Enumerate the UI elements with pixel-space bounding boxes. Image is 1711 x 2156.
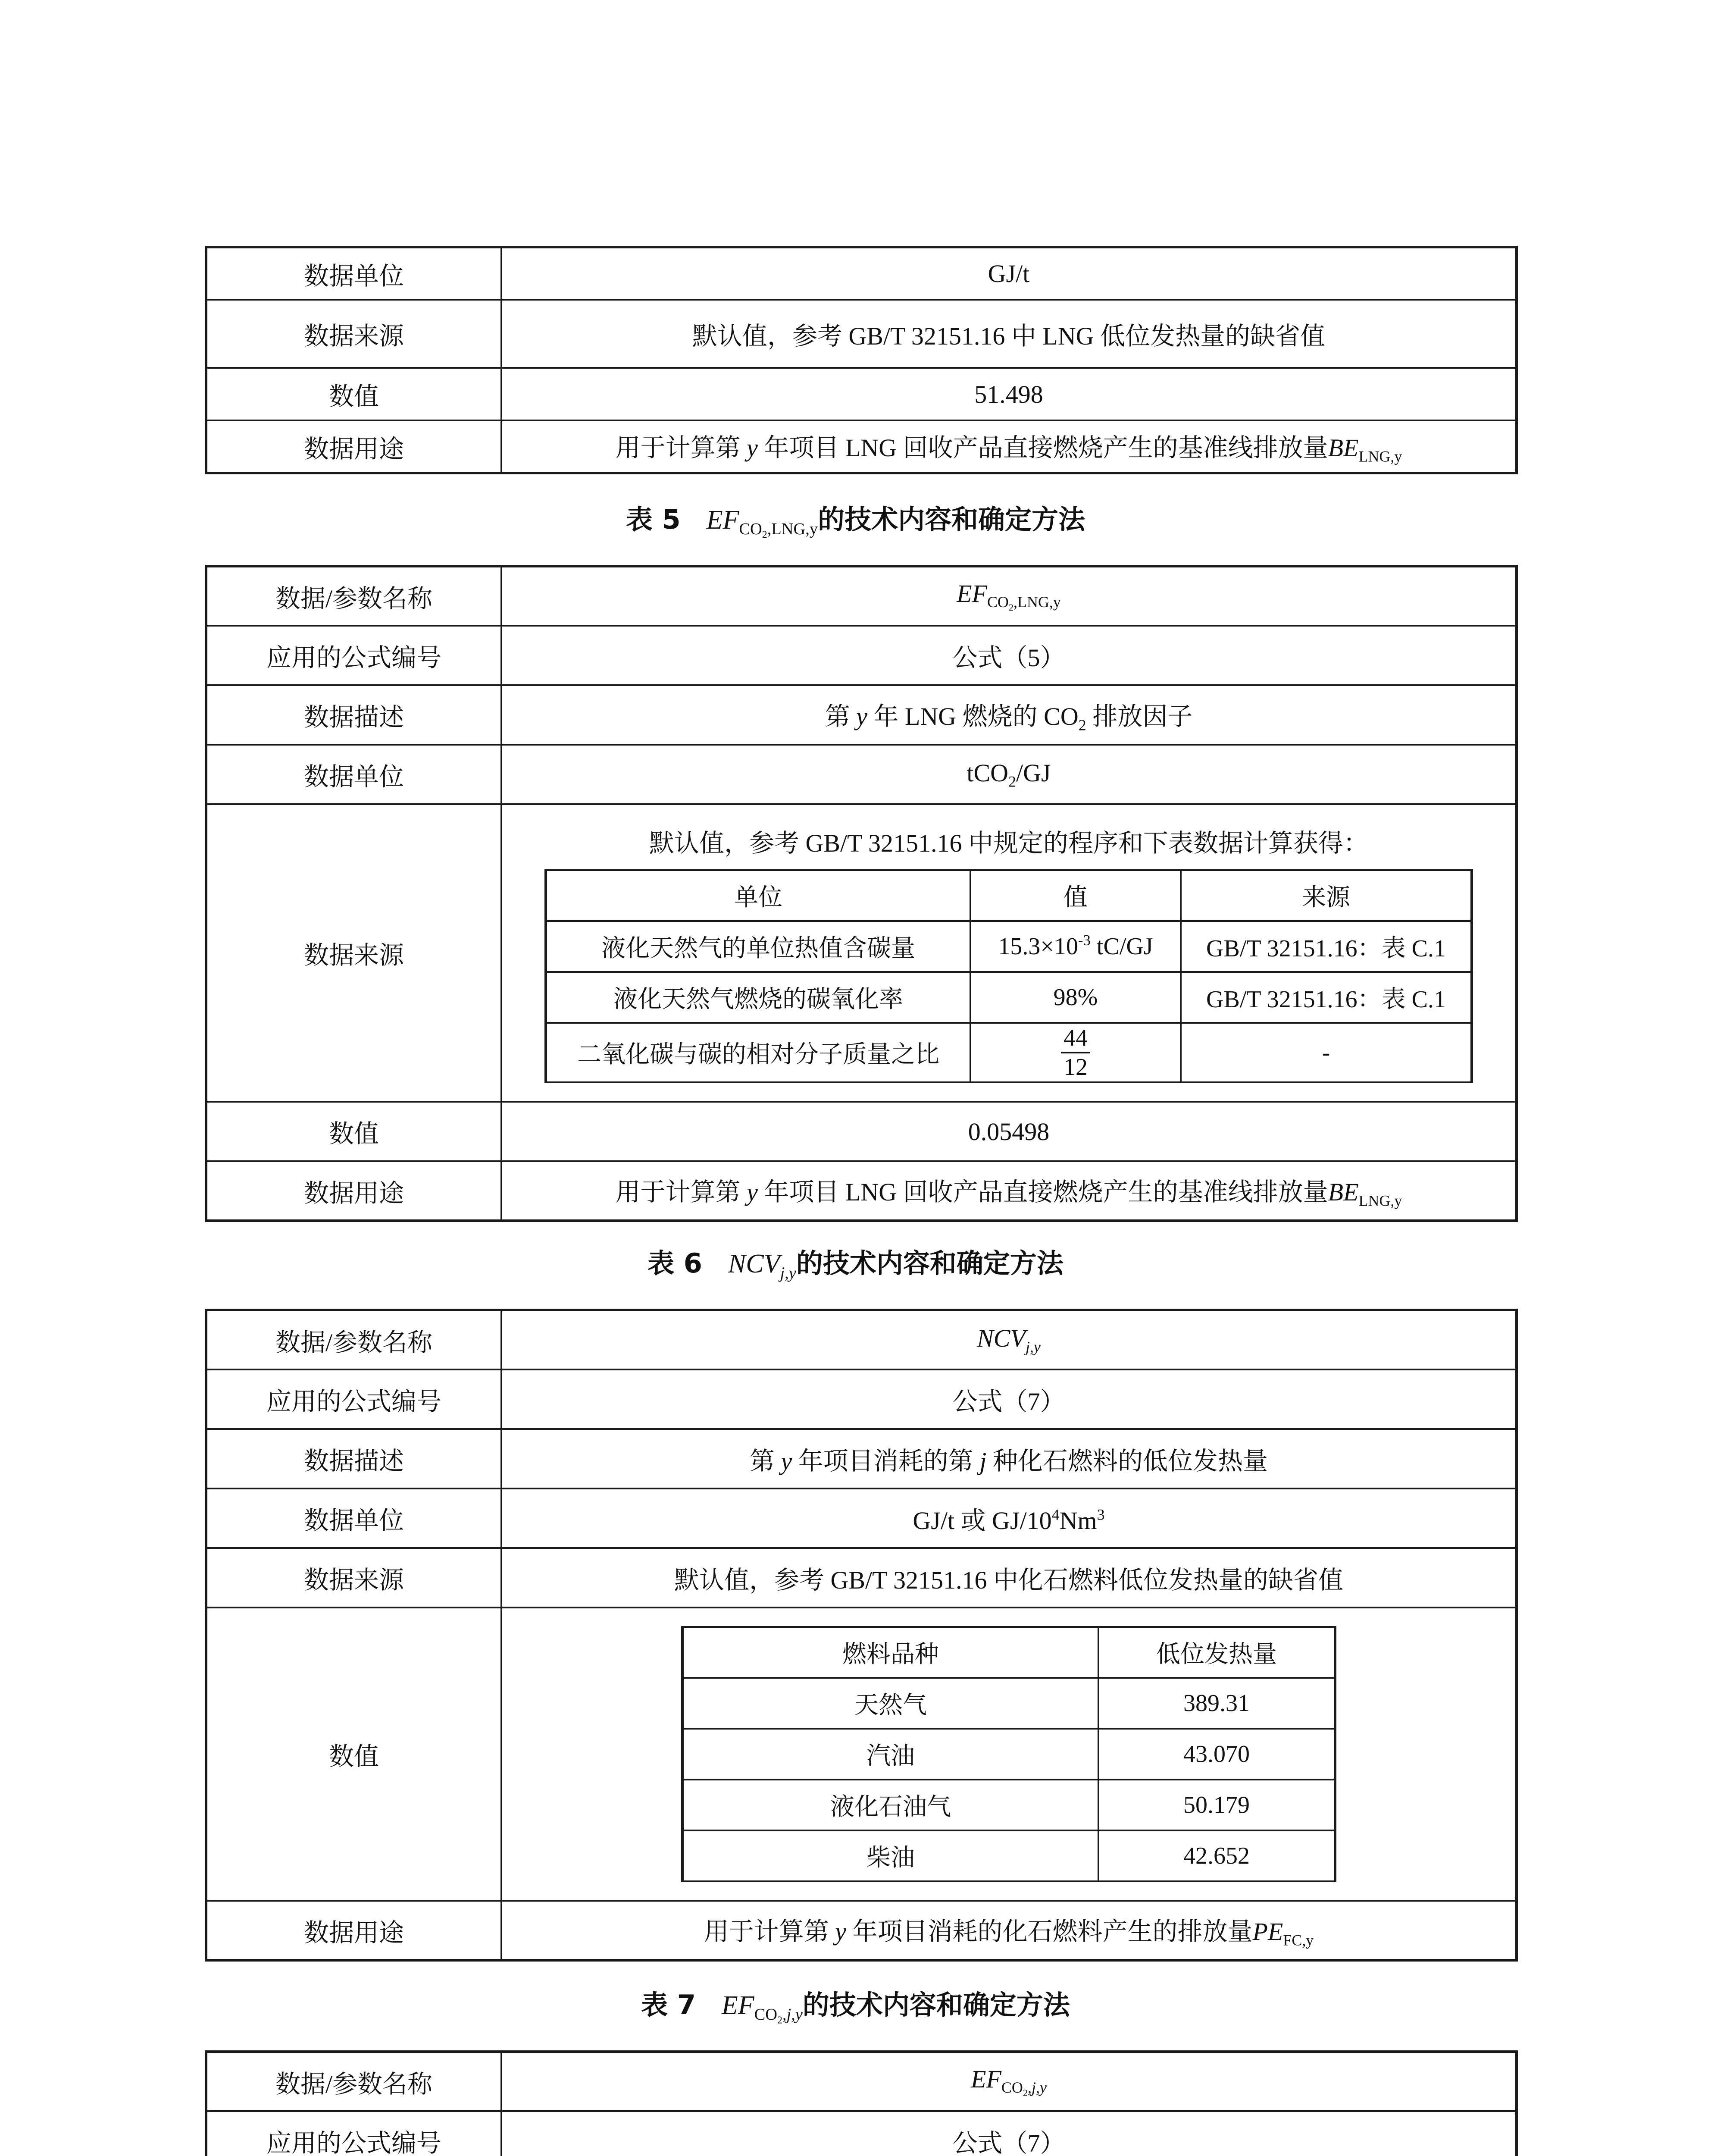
row-label: 数据单位 — [206, 745, 501, 804]
use-text-mid: 年项目 LNG 回收产品直接燃烧产生的基准线排放量 — [764, 434, 1328, 462]
param-ncv: $NCV_{j,y}$ — [977, 1324, 1041, 1356]
row-label: 数据单位 — [206, 1489, 501, 1548]
inner-source: GB/T 32151.16：表 C.1 — [1181, 921, 1472, 972]
inner-header: 来源 — [1181, 870, 1472, 921]
inner-value: $15.3\times 10^{-3}$ tC/GJ — [970, 921, 1181, 972]
row-label: 数据/参数名称 — [206, 566, 501, 626]
row-value: 第 y 年项目消耗的第 j 种化石燃料的低位发热量 — [501, 1429, 1517, 1489]
row-value: 公式（5） — [501, 626, 1517, 685]
row-value: 第 y 年 LNG 燃烧的 $CO_2$ 排放因子 — [501, 685, 1517, 745]
row-label: 数值 — [206, 1608, 501, 1901]
table-row — [206, 1161, 1517, 1221]
row-label: 数据用途 — [206, 1161, 501, 1221]
row-value: 公式（7） — [501, 2111, 1517, 2156]
carbon-factor-table — [544, 869, 1473, 1083]
fraction-numerator: 44 — [1061, 1026, 1090, 1053]
param-ef-co2-lng: $EF_{CO_2,LNG,y}$ — [957, 579, 1061, 613]
table-row — [206, 1102, 1517, 1161]
table-row — [206, 2111, 1517, 2156]
row-label: 数据来源 — [206, 1548, 501, 1608]
fuel-name: 汽油 — [682, 1729, 1098, 1780]
fuel-value: 389.31 — [1098, 1678, 1335, 1729]
table-row — [206, 368, 1517, 420]
table6-caption — [0, 1242, 1711, 1282]
caption-number: 表 5 — [626, 504, 681, 535]
row-value: 用于计算第 y 年项目消耗的化石燃料产生的排放量$PE_{FC,y}$ — [501, 1901, 1517, 1960]
fuel-value: 43.070 — [1098, 1729, 1335, 1780]
row-value: tCO$_2$/GJ — [501, 745, 1517, 804]
caption-text: 的技术内容和确定方法 — [796, 1247, 1064, 1279]
table-row — [206, 745, 1517, 804]
table-row — [206, 685, 1517, 745]
table5 — [205, 565, 1518, 1222]
inner-row — [546, 1023, 1472, 1082]
fraction — [1061, 1026, 1090, 1079]
row-label: 数据来源 — [206, 300, 501, 368]
row-value — [501, 566, 1517, 626]
fuel-name: 柴油 — [682, 1830, 1098, 1881]
table-row — [206, 300, 1517, 368]
inner-header: 单位 — [546, 870, 970, 921]
math-be-lng: $BE_{LNG,y}$ — [1328, 1178, 1402, 1210]
table-row — [206, 1489, 1517, 1548]
fuel-value: 42.652 — [1098, 1830, 1335, 1881]
inner-header: 低位发热量 — [1098, 1627, 1335, 1678]
caption-number: 表 7 — [641, 1989, 696, 2021]
row-value — [501, 804, 1517, 1102]
row-label: 数据/参数名称 — [206, 2052, 501, 2111]
param-ef-co2-j: $EF_{CO_2,j,y}$ — [971, 2065, 1047, 2099]
row-value: 默认值，参考 GB/T 32151.16 中 LNG 低位发热量的缺省值 — [501, 300, 1517, 368]
table7 — [205, 2050, 1518, 2156]
fuel-ncv-table — [681, 1626, 1336, 1882]
table-row — [206, 1608, 1517, 1901]
row-label: 数据用途 — [206, 420, 501, 473]
table-row — [206, 247, 1517, 300]
table-row — [206, 1548, 1517, 1608]
row-value — [501, 2052, 1517, 2111]
table-row — [206, 1429, 1517, 1489]
table-row — [206, 2052, 1517, 2111]
inner-header-row — [682, 1627, 1335, 1678]
inner-row — [682, 1780, 1335, 1830]
table-row — [206, 804, 1517, 1102]
inner-row — [682, 1830, 1335, 1881]
use-text-pre: 用于计算第 — [615, 434, 741, 462]
row-label: 数据用途 — [206, 1901, 501, 1960]
row-label: 数据来源 — [206, 804, 501, 1102]
inner-item: 二氧化碳与碳的相对分子质量之比 — [546, 1023, 970, 1082]
row-value: 公式（7） — [501, 1369, 1517, 1429]
row-label: 应用的公式编号 — [206, 1369, 501, 1429]
inner-row — [682, 1729, 1335, 1780]
row-label: 数值 — [206, 368, 501, 420]
fuel-name: 天然气 — [682, 1678, 1098, 1729]
row-value — [501, 1310, 1517, 1369]
table5-caption — [0, 498, 1711, 541]
row-value: 默认值，参考 GB/T 32151.16 中化石燃料低位发热量的缺省值 — [501, 1548, 1517, 1608]
table-row — [206, 566, 1517, 626]
inner-source: - — [1181, 1023, 1472, 1082]
row-value: GJ/t — [501, 247, 1517, 300]
inner-value: 98% — [970, 972, 1181, 1023]
row-value: GJ/t 或 $GJ/10^4Nm^3$ — [501, 1489, 1517, 1548]
source-text: 默认值，参考 GB/T 32151.16 中规定的程序和下表数据计算获得： — [649, 829, 1369, 857]
table6 — [205, 1309, 1518, 1962]
caption-math: $NCV_{j,y}$ — [728, 1249, 796, 1282]
row-value — [501, 1608, 1517, 1901]
row-value — [501, 420, 1517, 473]
row-label: 数据单位 — [206, 247, 501, 300]
row-value: 用于计算第 y 年项目 LNG 回收产品直接燃烧产生的基准线排放量$BE_{LNG,y}$ — [501, 1161, 1517, 1221]
caption-math: $EF_{CO_2,LNG,y}$ — [706, 505, 818, 541]
math-pe-fc: $PE_{FC,y}$ — [1252, 1918, 1314, 1949]
table-row — [206, 1369, 1517, 1429]
row-value: 0.05498 — [501, 1102, 1517, 1161]
table-row — [206, 420, 1517, 473]
inner-row — [546, 921, 1472, 972]
fraction-denominator: 12 — [1064, 1054, 1088, 1081]
row-label: 数据描述 — [206, 1429, 501, 1489]
table-row — [206, 1310, 1517, 1369]
fuel-name: 液化石油气 — [682, 1780, 1098, 1830]
inner-row — [546, 972, 1472, 1023]
fuel-value: 50.179 — [1098, 1780, 1335, 1830]
row-value: 51.498 — [501, 368, 1517, 420]
inner-item: 液化天然气燃烧的碳氧化率 — [546, 972, 970, 1023]
row-label: 数据描述 — [206, 685, 501, 745]
table-row — [206, 626, 1517, 685]
inner-item: 液化天然气的单位热值含碳量 — [546, 921, 970, 972]
table-top-continued — [205, 246, 1518, 474]
var-y: y — [747, 434, 758, 462]
caption-text: 的技术内容和确定方法 — [802, 1989, 1070, 2021]
caption-number: 表 6 — [647, 1247, 702, 1279]
caption-math: $EF_{CO_2,j,y}$ — [721, 1991, 803, 2026]
inner-value — [970, 1023, 1181, 1082]
row-label: 数据/参数名称 — [206, 1310, 501, 1369]
inner-row — [682, 1678, 1335, 1729]
row-label: 数值 — [206, 1102, 501, 1161]
row-label: 应用的公式编号 — [206, 626, 501, 685]
inner-header-row — [546, 870, 1472, 921]
inner-header: 值 — [970, 870, 1181, 921]
table7-caption — [0, 1984, 1711, 2027]
math-be-lng: $BE_{LNG,y}$ — [1328, 434, 1402, 465]
caption-text: 的技术内容和确定方法 — [818, 504, 1085, 535]
inner-header: 燃料品种 — [682, 1627, 1098, 1678]
row-label: 应用的公式编号 — [206, 2111, 501, 2156]
inner-source: GB/T 32151.16：表 C.1 — [1181, 972, 1472, 1023]
table-row — [206, 1901, 1517, 1960]
